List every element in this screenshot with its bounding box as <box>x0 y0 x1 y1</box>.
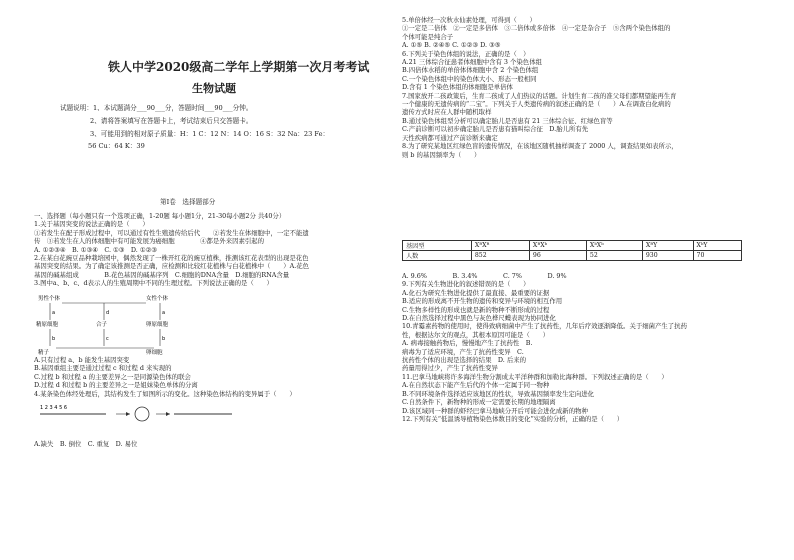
question-line: 基因的碱基组成 B.花色基因的碱基序列 C.细胞的DNA含量 D.细胞的RNA含量 <box>34 270 290 279</box>
question-line: 6.下列关于染色体组的说法，正确的是（ ） <box>402 49 530 58</box>
instruction-3: 3、可能用到的相对原子质量：H：1 C：12 N：14 O：16 S：32 Na：23 Fe： <box>90 130 330 138</box>
label-female: 女性个体 <box>146 296 169 302</box>
life-cycle-diagram <box>34 292 214 356</box>
question-line: A.化石为研究生物进化提供了最直接、最重要的证据 <box>402 288 550 297</box>
left-questions-b <box>34 356 384 398</box>
label-sp: 精子 <box>38 350 50 356</box>
table-header: XᵇXᵇ <box>586 241 642 251</box>
instruction-4: 56 Cu：64 K：39 <box>88 142 145 150</box>
question-line: 5.单倍体经一次秋水仙素处理，可得到（ ） <box>402 16 536 24</box>
question-line: 8.为了研究某地区红绿色盲的遗传情况，在该地区随机抽样调查了 2000 人，调查结果如表所示， <box>402 142 678 151</box>
section-title: 第Ⅰ卷 选择题部分 <box>160 198 216 206</box>
label-sperm: 精原细胞 <box>36 322 59 328</box>
question-line: 10.青霉素药物的使用时，使得致病细菌中产生了抗药性，几年后疗效逐渐降低。关于细菌产生了抗药 <box>402 322 687 331</box>
table-cell: 70 <box>693 251 741 261</box>
question-line: C.一个染色体组中的染色体大小、形态一般相同 <box>402 74 537 83</box>
question-line: 抗药性个体的出现是选择的结果 D. 后来的 <box>402 356 526 365</box>
chromosome-sequence: 1 2 3 4 5 6 <box>40 405 68 411</box>
question-line: B.通过染色体组型分析可以确定胎儿是否患有 21 三体综合征、红绿色盲等 <box>402 116 613 125</box>
label-oogonium: 卵原细胞 <box>146 322 169 328</box>
left-questions-a <box>34 212 384 288</box>
question-line: 个体可能是纯合子 <box>402 32 454 41</box>
label-egg: 卵细胞 <box>146 350 163 356</box>
question-line: 9.下列有关生物进化的叙述错误的是（ ） <box>402 280 530 289</box>
right-questions-b <box>402 272 770 423</box>
instruction-1: 试题说明：1、本试题满分___90___分，答题时间___90___分钟。 <box>60 104 253 112</box>
q4-options: A.缺失 B. 倒位 C. 重复 D. 易位 <box>34 440 138 448</box>
question-line: D.该区域同一种群的虾经巴拿马地峡分开后可能会进化成新的物种 <box>402 406 588 415</box>
question-line: D.过程 d 和过程 b 的主要差异之一是姐妹染色单体的分离 <box>34 381 198 390</box>
question-line: 3.图中a、b、c、d表示人的生殖周期中不同的生理过程。下列说法正确的是（ ） <box>34 279 273 288</box>
question-line: C.自然条件下，新物种的形成一定需要长期的地理隔离 <box>402 398 556 407</box>
label-male: 男性个体 <box>38 296 61 302</box>
question-line: C.产前诊断可以初步确定胎儿是否患有猫叫综合征 D.胎儿所有先 <box>402 125 589 134</box>
question-line: B.适应的形成离不开生物的遗传和变异与环境的相互作用 <box>402 297 563 306</box>
exam-subject: 生物试题 <box>192 82 236 95</box>
question-line: C.过程 b 和过程 a 的主要差异之一是同源染色体的联会 <box>34 372 191 381</box>
exam-title: 铁人中学2020级高二学年上学期第一次月考考试 <box>108 60 370 74</box>
question-line: 11.巴拿马地峡将许多海洋生物分割成太平洋种群和加勒比海种群。下列叙述正确的是（ ） <box>402 372 668 381</box>
q4-options-block <box>34 440 384 448</box>
table-cell: 52 <box>586 251 642 261</box>
question-line: 基因突变的结果。为了确定该推测是否正确，应检测和比较红花植株与白花植株中（ ）A.花色 <box>34 262 310 271</box>
question-line: A.21 三体综合征患者体细胞中含有 3 个染色体组 <box>402 58 542 67</box>
table-header: XᴮXᵇ <box>529 241 586 251</box>
question-line: 性，根据达尔文的观点，其根本原因可能是（ ） <box>402 330 549 339</box>
question-line: ①一定是二倍体 ②一定是多倍体 ③二倍体或多倍体 ④一定是杂合子 ⑤含两个染色体组的 <box>402 24 671 33</box>
question-line: B.四倍体水稻的单倍体体细胞中含 2 个染色体组 <box>402 66 539 75</box>
question-line: 天性疾病都可通过产前诊断来确定 <box>402 133 498 142</box>
table-header: XᵇY <box>693 241 741 251</box>
question-line: A. 病毒接触药物后，慢慢地产生了抗药性 B. <box>402 339 533 348</box>
question-line: 药量用得过少，产生了抗药性变异 <box>402 364 498 373</box>
label-a2: a <box>162 310 166 316</box>
right-questions-a <box>402 16 770 159</box>
label-a: a <box>52 310 56 316</box>
genotype-table <box>402 240 742 261</box>
genotype-table-wrap <box>402 240 742 261</box>
table-header: XᴮXᴮ <box>471 241 529 251</box>
question-line: 1.关于基因突变的说法正确的是（ ） <box>34 220 149 229</box>
table-cell: 852 <box>471 251 529 261</box>
question-line: 遗传方式时应在人群中随机取样 <box>402 108 492 117</box>
q8-options: A. 9.6% B. 3.4% C. 7% D. 9% <box>402 272 567 280</box>
question-line: B.不同环境条件选择适应该地区的性状，导致基因频率发生定向进化 <box>402 389 595 398</box>
question-line: C.生物多样性的形成也就是新的物种不断形成的过程 <box>402 305 550 314</box>
table-row <box>403 251 742 261</box>
label-b: b <box>52 336 56 342</box>
question-line: ①若发生在配子形成过程中，可以通过有性生殖遗传给后代 ②若发生在体细胞中，一定不能遗 <box>34 228 309 237</box>
table-header: 基因型 <box>403 241 472 251</box>
instruction-2: 2、请将答案填写在答题卡上，考试结束后只交答题卡。 <box>90 117 253 125</box>
question-line: 12.下列有关“低温诱导植物染色体数目的变化”实验的分析，正确的是（ ） <box>402 414 624 423</box>
label-c: c <box>106 336 109 342</box>
question-line: 则 b 的基因频率为（ ） <box>402 150 481 159</box>
label-zygote: 合子 <box>96 322 108 328</box>
question-line: D.在自然选择过程中黑色与灰色桦尺蠖表现为协同进化 <box>402 314 556 323</box>
question-line: 病毒为了适应环境，产生了抗药性变异 C. <box>402 347 524 356</box>
table-cell: 人数 <box>403 251 472 261</box>
question-line: D.含有 1 个染色体组的体细胞是单倍体 <box>402 83 513 92</box>
question-line: 一个健康的无遗传病的“二宝”。下列关于人类遗传病的叙述正确的是（ ）A.在调查白化病的 <box>402 100 671 109</box>
table-header: XᴮY <box>642 241 693 251</box>
chromosome-diagram <box>36 400 236 436</box>
question-line: 传 ③若发生在人的体细胞中有可能发展为癌细胞 ④都是外来因素引起的 <box>34 237 265 246</box>
question-line: 4.某条染色体经处理后，其结构发生了如图所示的变化。这种染色体结构的变异属于（ ） <box>34 389 296 398</box>
question-line: A.只有过程 a、b 能发生基因突变 <box>34 356 130 364</box>
question-line: 一、选择题（每小题只有一个选项正确，1-20题 每小题1分，21-30每小题2分 共40分） <box>34 212 286 220</box>
label-d: d <box>106 310 110 316</box>
table-cell: 930 <box>642 251 693 261</box>
question-line: A.在自然状态下能产生后代的个体一定属于同一物种 <box>402 381 550 390</box>
table-header-row <box>403 241 742 251</box>
question-line: 7.国家放开二孩政策后，生育二孩成了人们热议的话题。计划生育二孩的准父母们都期望能再生育 <box>402 91 677 100</box>
question-line: 2.在某白花豌豆品种栽培园中，偶然发现了一株开红花的豌豆植株，推测该红花表型的出现是花色 <box>34 254 309 263</box>
label-b2: b <box>162 336 166 342</box>
question-line: A. ①⑤ B. ②④⑤ C. ①②③ D. ③⑤ <box>402 41 501 50</box>
table-cell: 96 <box>529 251 586 261</box>
question-line: B.基因重组主要是通过过程 c 和过程 d 来实现的 <box>34 364 172 373</box>
question-line: A. ①②③④ B. ①③④ C. ①③ D. ①②③ <box>34 245 158 254</box>
